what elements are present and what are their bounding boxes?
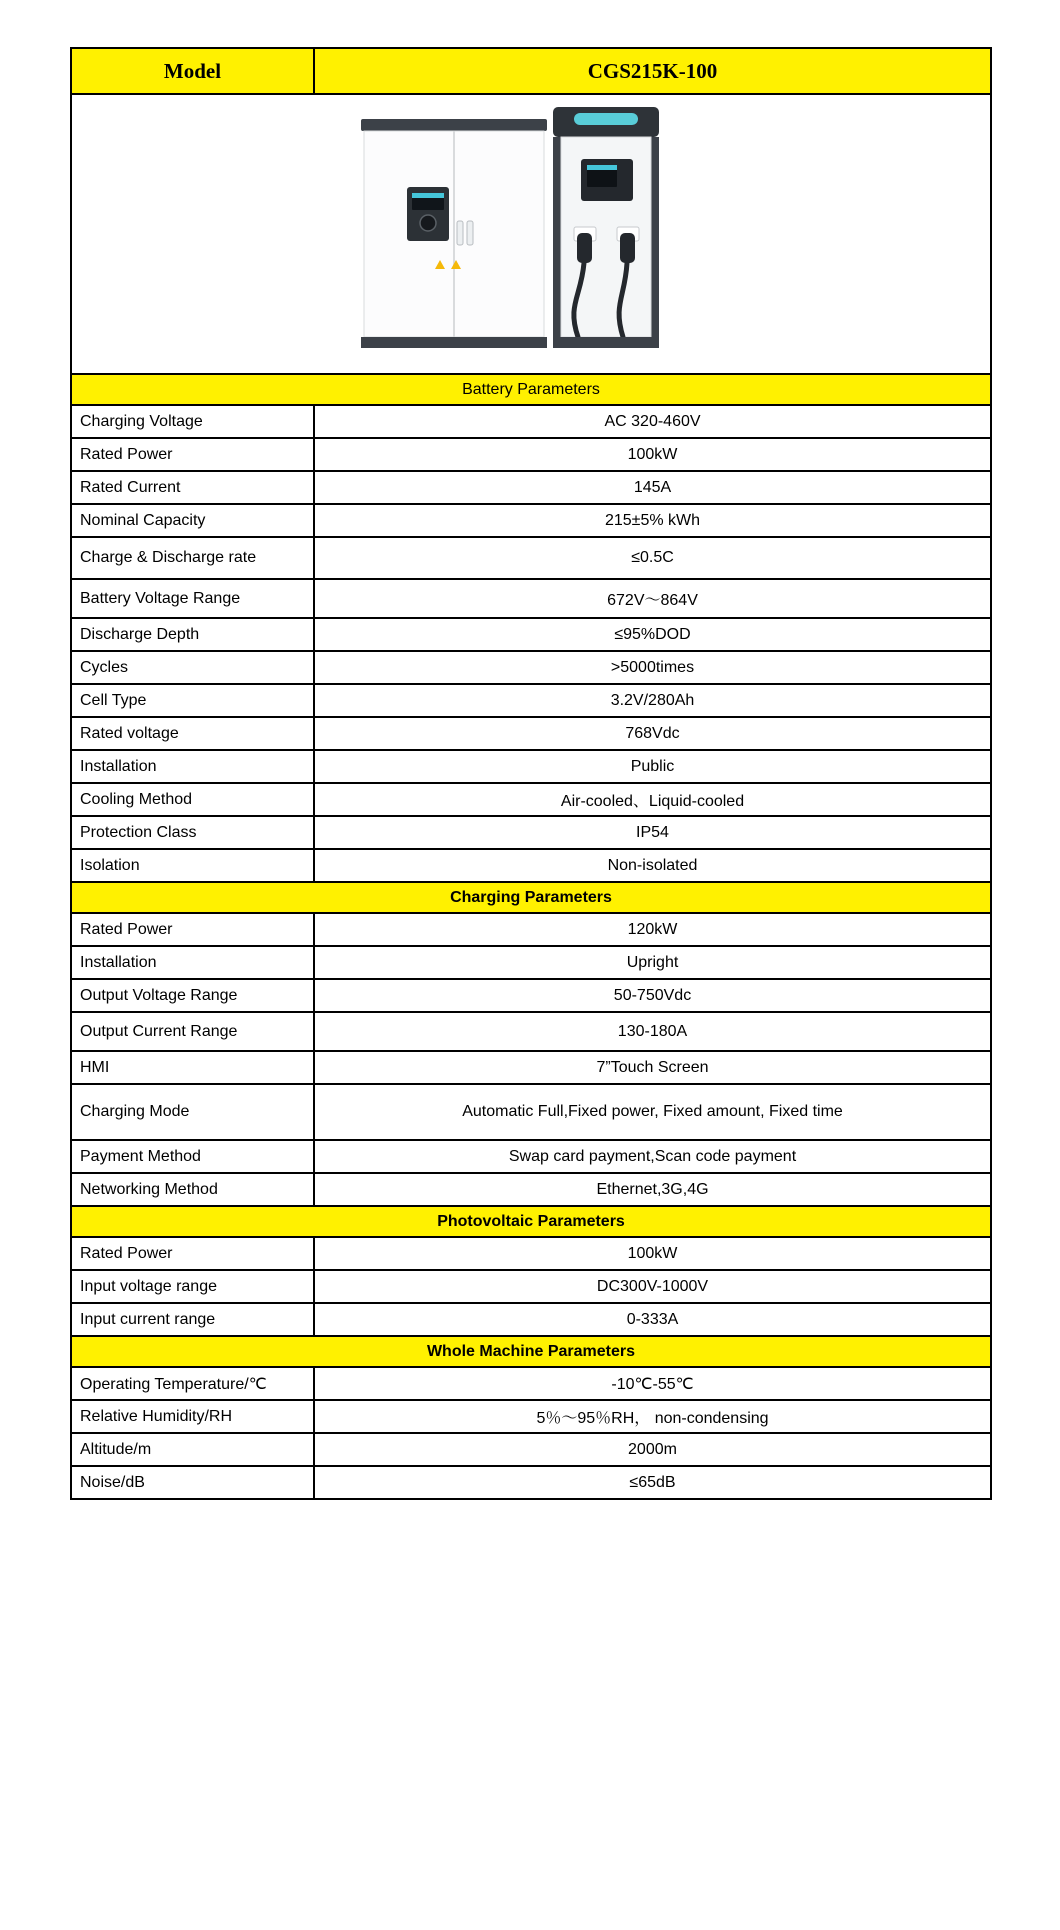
section-row bbox=[71, 882, 991, 913]
spec-label: Input voltage range bbox=[71, 1270, 314, 1303]
spec-label: Altitude/m bbox=[71, 1433, 314, 1466]
table-row bbox=[71, 684, 991, 717]
spec-value: Air-cooled、Liquid-cooled bbox=[314, 783, 991, 816]
table-row bbox=[71, 1051, 991, 1084]
table-row bbox=[71, 1433, 991, 1466]
spec-value: 0-333A bbox=[314, 1303, 991, 1336]
spec-label: Installation bbox=[71, 750, 314, 783]
spec-value: 100kW bbox=[314, 438, 991, 471]
spec-label: Cooling Method bbox=[71, 783, 314, 816]
spec-table bbox=[70, 47, 992, 1500]
spec-label: Cycles bbox=[71, 651, 314, 684]
spec-label: Rated Power bbox=[71, 913, 314, 946]
spec-label: Installation bbox=[71, 946, 314, 979]
spec-label: Output Voltage Range bbox=[71, 979, 314, 1012]
spec-label: Rated Power bbox=[71, 1237, 314, 1270]
table-row bbox=[71, 651, 991, 684]
spec-label: Output Current Range bbox=[71, 1012, 314, 1051]
section-row bbox=[71, 374, 991, 405]
table-row bbox=[71, 504, 991, 537]
section-header-photovoltaic-parameters: Photovoltaic Parameters bbox=[71, 1206, 991, 1237]
table-row bbox=[71, 979, 991, 1012]
product-photo-cell bbox=[71, 94, 991, 374]
section-header-charging-parameters: Charging Parameters bbox=[71, 882, 991, 913]
spec-value: Non-isolated bbox=[314, 849, 991, 882]
spec-label: Relative Humidity/RH bbox=[71, 1400, 314, 1433]
spec-value: ≤65dB bbox=[314, 1466, 991, 1499]
spec-value: 7”Touch Screen bbox=[314, 1051, 991, 1084]
table-row bbox=[71, 816, 991, 849]
spec-value: 130-180A bbox=[314, 1012, 991, 1051]
table-row bbox=[71, 913, 991, 946]
spec-label: Discharge Depth bbox=[71, 618, 314, 651]
spec-value: 120kW bbox=[314, 913, 991, 946]
product-photo bbox=[331, 101, 731, 363]
table-row bbox=[71, 537, 991, 579]
spec-value: ≤95%DOD bbox=[314, 618, 991, 651]
spec-table-body bbox=[71, 48, 991, 1499]
spec-value: 50-750Vdc bbox=[314, 979, 991, 1012]
spec-value: 768Vdc bbox=[314, 717, 991, 750]
spec-value: >5000times bbox=[314, 651, 991, 684]
section-row bbox=[71, 1336, 991, 1367]
product-photo-row bbox=[71, 94, 991, 374]
spec-label: HMI bbox=[71, 1051, 314, 1084]
spec-value: 100kW bbox=[314, 1237, 991, 1270]
spec-value: -10℃-55℃ bbox=[314, 1367, 991, 1400]
spec-value: 5％～95％RH， non-condensing bbox=[314, 1400, 991, 1433]
model-number: CGS215K-100 bbox=[314, 48, 991, 94]
spec-value: IP54 bbox=[314, 816, 991, 849]
spec-label: Rated Power bbox=[71, 438, 314, 471]
spec-value: AC 320-460V bbox=[314, 405, 991, 438]
section-row bbox=[71, 1206, 991, 1237]
table-row bbox=[71, 1270, 991, 1303]
spec-label: Input current range bbox=[71, 1303, 314, 1336]
spec-label: Noise/dB bbox=[71, 1466, 314, 1499]
table-row bbox=[71, 1140, 991, 1173]
table-row bbox=[71, 946, 991, 979]
spec-label: Charge & Discharge rate bbox=[71, 537, 314, 579]
table-row bbox=[71, 405, 991, 438]
table-row bbox=[71, 1012, 991, 1051]
spec-value: ≤0.5C bbox=[314, 537, 991, 579]
spec-value: Public bbox=[314, 750, 991, 783]
spec-label: Charging Voltage bbox=[71, 405, 314, 438]
table-row bbox=[71, 750, 991, 783]
table-row bbox=[71, 1400, 991, 1433]
model-header-row bbox=[71, 48, 991, 94]
spec-value: 2000m bbox=[314, 1433, 991, 1466]
spec-label: Rated voltage bbox=[71, 717, 314, 750]
spec-label: Battery Voltage Range bbox=[71, 579, 314, 618]
model-label: Model bbox=[71, 48, 314, 94]
spec-value: Swap card payment,Scan code payment bbox=[314, 1140, 991, 1173]
spec-label: Charging Mode bbox=[71, 1084, 314, 1140]
section-header-battery-parameters: Battery Parameters bbox=[71, 374, 991, 405]
charging-pile-illustration bbox=[553, 107, 659, 348]
table-row bbox=[71, 1237, 991, 1270]
spec-label: Nominal Capacity bbox=[71, 504, 314, 537]
spec-label: Payment Method bbox=[71, 1140, 314, 1173]
table-row bbox=[71, 1084, 991, 1140]
table-row bbox=[71, 1466, 991, 1499]
spec-value: Upright bbox=[314, 946, 991, 979]
table-row bbox=[71, 579, 991, 618]
spec-label: Operating Temperature/℃ bbox=[71, 1367, 314, 1400]
spec-label: Rated Current bbox=[71, 471, 314, 504]
spec-label: Protection Class bbox=[71, 816, 314, 849]
table-row bbox=[71, 849, 991, 882]
table-row bbox=[71, 717, 991, 750]
spec-value: 3.2V/280Ah bbox=[314, 684, 991, 717]
section-header-whole-machine-parameters: Whole Machine Parameters bbox=[71, 1336, 991, 1367]
spec-value: Automatic Full,Fixed power, Fixed amount, Fixed time bbox=[314, 1084, 991, 1140]
table-row bbox=[71, 1303, 991, 1336]
spec-value: 215±5% kWh bbox=[314, 504, 991, 537]
table-row bbox=[71, 1173, 991, 1206]
spec-value: 672V～864V bbox=[314, 579, 991, 618]
table-row bbox=[71, 783, 991, 816]
table-row bbox=[71, 618, 991, 651]
spec-label: Isolation bbox=[71, 849, 314, 882]
spec-label: Cell Type bbox=[71, 684, 314, 717]
spec-label: Networking Method bbox=[71, 1173, 314, 1206]
spec-value: DC300V-1000V bbox=[314, 1270, 991, 1303]
spec-value: Ethernet,3G,4G bbox=[314, 1173, 991, 1206]
spec-value: 145A bbox=[314, 471, 991, 504]
table-row bbox=[71, 471, 991, 504]
battery-cabinet-illustration bbox=[361, 119, 547, 348]
table-row bbox=[71, 1367, 991, 1400]
table-row bbox=[71, 438, 991, 471]
